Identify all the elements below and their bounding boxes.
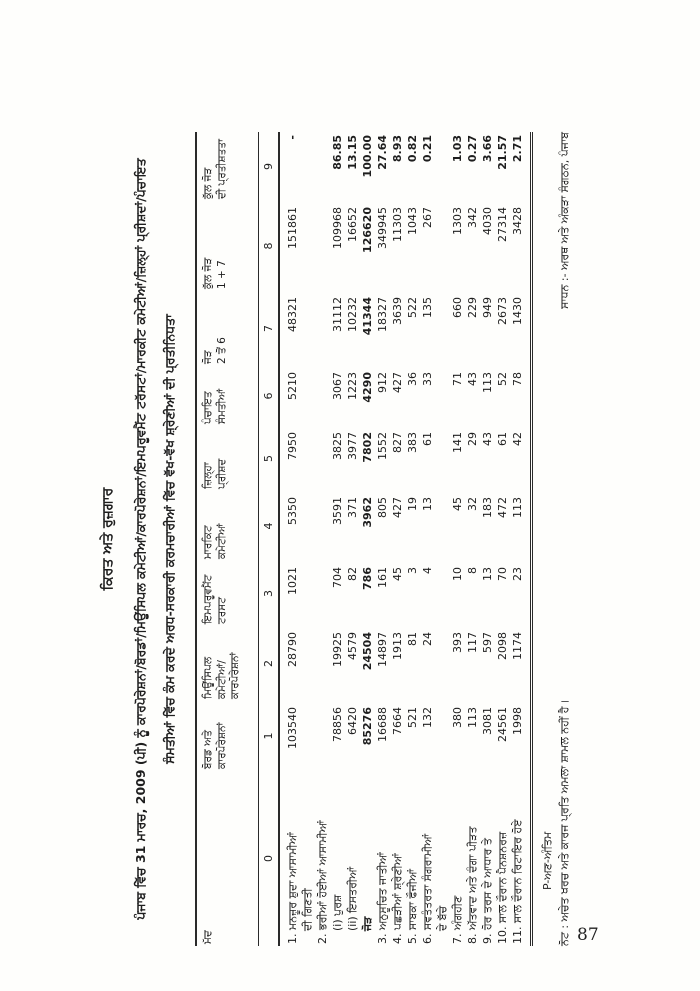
row-label: (ii) ਇਸਤਰੀਆਂ xyxy=(346,866,359,931)
cell: 380 xyxy=(451,707,464,728)
row-label: 7. ਅੰਗਹੀਣ xyxy=(451,895,464,944)
col-header-8: ਕੁੱਲ ਜੋੜ 1 + 7 xyxy=(196,201,259,291)
footnote-row xyxy=(557,132,572,946)
footnote-provisional: P-ਅਣ-ਅੰਤਿਮ xyxy=(541,831,554,890)
cell: 3081 xyxy=(481,707,494,735)
footnote-note: ਨੋਟ : ਅਚੇਤ ਖਰਚ ਅਤੇ ਕਾਰਜ ਪ੍ਰਤਿ ਅਮਲਾ ਸ਼ਾਮਲ ਨਹੀਂ ਹੈ। xyxy=(558,699,571,946)
cell xyxy=(315,491,330,561)
cell: 7664 xyxy=(391,707,404,735)
table-row xyxy=(465,132,480,946)
cell: 5210 xyxy=(286,372,299,400)
table-row xyxy=(420,132,450,946)
cell: 78856 xyxy=(331,707,344,742)
cell: 23 xyxy=(511,567,524,581)
cell xyxy=(315,561,330,626)
cell: 704 xyxy=(331,567,344,588)
cell: 61 xyxy=(421,432,434,446)
cell: 48321 xyxy=(286,297,299,332)
header-labels-row xyxy=(196,132,259,946)
cell xyxy=(315,366,330,426)
cell xyxy=(315,626,330,701)
table-title xyxy=(126,132,184,946)
cell: 29 xyxy=(466,432,479,446)
cell: 7802 xyxy=(361,432,374,463)
cell: 349945 xyxy=(376,207,389,249)
col-number-7: 7 xyxy=(259,291,280,366)
cell: 1552 xyxy=(376,432,389,460)
cell: 267 xyxy=(421,207,434,228)
cell: 21.57 xyxy=(496,135,509,170)
cell: 151861 xyxy=(286,207,299,249)
cell xyxy=(315,132,330,201)
cell: 3067 xyxy=(331,372,344,400)
row-label: 5. ਸਾਬਕਾ ਫੌਜੀਆਂ xyxy=(406,868,419,944)
col-header-6: ਪੰਚਾਇਤ ਸੰਮਤੀਆਂ xyxy=(196,366,259,426)
cell: 13.15 xyxy=(346,135,359,170)
cell: 11303 xyxy=(391,207,404,242)
cell: 2098 xyxy=(496,632,509,660)
source-note: ਸਾਧਨ :- ਅਰਥ ਅਤੇ ਅੰਕੜਾ ਸੰਗਠਨ, ਪੰਜਾਬ xyxy=(558,132,571,309)
cell: 2673 xyxy=(496,297,509,325)
cell: 5350 xyxy=(286,497,299,525)
cell: 10 xyxy=(451,567,464,581)
cell: 43 xyxy=(481,432,494,446)
cell: 81 xyxy=(406,632,419,646)
cell: 1430 xyxy=(511,297,524,325)
cell: 4579 xyxy=(346,632,359,660)
cell: 161 xyxy=(376,567,389,588)
table-row xyxy=(375,132,390,946)
cell: 393 xyxy=(451,632,464,653)
row-label: 8. ਅੱਤਵਾਦ ਅਤੇ ਦੰਗਾ ਪੀੜਤ xyxy=(466,826,479,944)
cell: 16688 xyxy=(376,707,389,742)
cell: 32 xyxy=(466,497,479,511)
cell: 8.93 xyxy=(391,135,404,163)
col-header-3: ਇਮਪਰੂਵਮੈਂਟ ਟਰਸਟ xyxy=(196,561,259,626)
table-row xyxy=(495,132,510,946)
cell: 183 xyxy=(481,497,494,518)
cell: 100.00 xyxy=(361,135,374,178)
cell: 949 xyxy=(481,297,494,318)
cell: 1913 xyxy=(391,632,404,660)
row-label: 3. ਅਨੁਸੂਚਿਤ ਜਾਤੀਆਂ xyxy=(376,852,389,944)
cell xyxy=(315,201,330,291)
cell: 522 xyxy=(406,297,419,318)
table-row xyxy=(360,132,375,946)
cell: 1021 xyxy=(286,567,299,595)
cell: 24561 xyxy=(496,707,509,742)
cell: 8 xyxy=(466,567,479,574)
cell: 912 xyxy=(376,372,389,393)
cell: 109968 xyxy=(331,207,344,249)
cell: 521 xyxy=(406,707,419,728)
cell: 113 xyxy=(481,372,494,393)
stats-table xyxy=(195,132,533,946)
cell: 33 xyxy=(421,372,434,386)
row-label: 1. ਮਨਜ਼ੂਰ ਸ਼ੁਦਾ ਆਸਾਮੀਆਂ ਦੀ ਗਿਣਤੀ xyxy=(286,832,314,944)
cell: 117 xyxy=(466,632,479,653)
row-label: 9. ਹੋਰ ਤਰਸ ਦੇ ਆਧਾਰ ਤੇ xyxy=(481,838,494,944)
cell: 472 xyxy=(496,497,509,518)
cell: 3825 xyxy=(331,432,344,460)
cell: - xyxy=(286,135,299,140)
row-label: 10. ਸਾਲ ਦੌਰਾਨ ਪੈਨਸ਼ਨਰਜ਼ xyxy=(496,831,509,944)
cell: 3977 xyxy=(346,432,359,460)
cell: 13 xyxy=(421,497,434,511)
row-label: (i) ਪੁਰਸ਼ xyxy=(331,894,344,931)
table-row xyxy=(480,132,495,946)
cell: 4290 xyxy=(361,372,374,403)
cell: 805 xyxy=(376,497,389,518)
cell: 27314 xyxy=(496,207,509,242)
col-header-9: ਕੁੱਲ ਜੋੜ ਦੀ ਪ੍ਰਤੀਸ਼ਤਤਾ xyxy=(196,132,259,201)
cell: 28790 xyxy=(286,632,299,667)
cell: 71 xyxy=(451,372,464,386)
table-row xyxy=(315,132,330,946)
rotated-content xyxy=(96,132,571,946)
col-number-9: 9 xyxy=(259,132,280,201)
col-number-8: 8 xyxy=(259,201,280,291)
cell: 61 xyxy=(496,432,509,446)
cell: 3428 xyxy=(511,207,524,235)
cell: 18327 xyxy=(376,297,389,332)
cell: 19 xyxy=(406,497,419,511)
cell: 132 xyxy=(421,707,434,728)
cell: 383 xyxy=(406,432,419,453)
col-number-3: 3 xyxy=(259,561,280,626)
cell: 36 xyxy=(406,372,419,386)
cell: 27.64 xyxy=(376,135,389,170)
cell: 3.66 xyxy=(481,135,494,163)
cell: 13 xyxy=(481,567,494,581)
col-header-4: ਮਾਰਕਿਟ ਕਮੇਟੀਆਂ xyxy=(196,491,259,561)
cell: 660 xyxy=(451,297,464,318)
cell: 86.85 xyxy=(331,135,344,170)
table-row xyxy=(510,132,532,946)
table-row xyxy=(405,132,420,946)
table-title-line1: ਪੰਜਾਬ ਵਿੱਚ 31 ਮਾਰਚ, 2009 (ਪੀ) ਨੂੰ ਕਾਰਪੋਰੇਸ਼ਨਾਂ/ਬੋਰਡਾਂ/ਮਿਊਂਸਿਪਲ ਕਮੇਟੀਆਂ/ਕਾਰਪੋਰੇਸ਼ਨਾਂ/ਇਮਪਰੂਵਮੈਂਟ ਟਰੱਸਟਾਂ/ਮਾਰਕੀਟ ਕਮੇਟੀਆਂ/ਜ਼ਿਲ੍ਹਾਂ ਪ੍ਰੀਸ਼ਦਾਂ/ਪੰਚਾਇਤ xyxy=(133,158,148,920)
cell: 0.27 xyxy=(466,135,479,163)
cell: 0.82 xyxy=(406,135,419,163)
cell: 52 xyxy=(496,372,509,386)
cell: 42 xyxy=(511,432,524,446)
cell xyxy=(315,291,330,366)
cell: 3962 xyxy=(361,497,374,528)
cell: 6420 xyxy=(346,707,359,735)
cell: 427 xyxy=(391,372,404,393)
col-header-1: ਬੋਰਡ ਅਤੇ ਕਾਰਪੋਰੇਸ਼ਨਾਂ xyxy=(196,701,259,771)
cell: 70 xyxy=(496,567,509,581)
section-heading: ਕਿਰਤ ਅਤੇ ਰੁਜ਼ਗਾਰ xyxy=(100,487,116,591)
col-header-2: ਮਿਊਂਸਿਪਲ ਕਮੇਟੀਆਂ/ ਕਾਰਪੋਰੇਸ਼ਨਾਂ xyxy=(196,626,259,701)
col-header-0: ਮੱਦ xyxy=(196,771,259,946)
row-label: 2. ਭਰੀਆਂ ਹੋਈਆਂ ਆਸਾਮੀਆਂ xyxy=(316,820,329,944)
cell: 14897 xyxy=(376,632,389,667)
header-numbers-row xyxy=(259,132,280,946)
cell: 24504 xyxy=(361,632,374,671)
page-number: 87 xyxy=(577,925,599,945)
table-title-line2: ਸੰਮਤੀਆਂ ਵਿੱਚ ਕੰਮ ਕਰਦੇ ਅਰਧ-ਸਰਕਾਰੀ ਕਰਮਚਾਰੀਆਂ ਵਿੱਚ ਵੱਖ-ਵੱਖ ਸ਼੍ਰੇਣੀਆਂ ਦੀ ਪ੍ਰਤੀਨਿਧਤਾ xyxy=(162,314,177,764)
cell: 1303 xyxy=(451,207,464,235)
cell: 43 xyxy=(466,372,479,386)
table-row xyxy=(345,132,360,946)
col-number-5: 5 xyxy=(259,426,280,491)
cell: 597 xyxy=(481,632,494,653)
cell: 427 xyxy=(391,497,404,518)
cell: 229 xyxy=(466,297,479,318)
cell: 7950 xyxy=(286,432,299,460)
cell: 371 xyxy=(346,497,359,518)
cell: 141 xyxy=(451,432,464,453)
cell: 1174 xyxy=(511,632,524,660)
cell xyxy=(315,701,330,771)
row-label: 11. ਸਾਲ ਦੌਰਾਨ ਰਿਟਾਇਰ ਹੋਏ xyxy=(511,819,524,944)
col-header-5: ਜ਼ਿਲ੍ਹਾ ਪ੍ਰੀਸ਼ਦ xyxy=(196,426,259,491)
cell: 4030 xyxy=(481,207,494,235)
cell: 103540 xyxy=(286,707,299,749)
table-row xyxy=(390,132,405,946)
cell: 342 xyxy=(466,207,479,228)
cell: 1223 xyxy=(346,372,359,400)
cell: 16652 xyxy=(346,207,359,242)
cell: 85276 xyxy=(361,707,374,746)
cell: 1.03 xyxy=(451,135,464,163)
cell: 24 xyxy=(421,632,434,646)
cell: 45 xyxy=(451,497,464,511)
cell: 3639 xyxy=(391,297,404,325)
cell: 4 xyxy=(421,567,434,574)
row-label: 4. ਪਛੜੀਆਂ ਸ਼੍ਰੇਣੀਆਂ xyxy=(391,853,404,944)
col-number-0: 0 xyxy=(259,771,280,946)
table-row xyxy=(279,132,315,946)
cell xyxy=(315,426,330,491)
cell: 135 xyxy=(421,297,434,318)
cell: 0.21 xyxy=(421,135,434,163)
col-number-6: 6 xyxy=(259,366,280,426)
col-header-7: ਜੋੜ 2 ਤੋਂ 6 xyxy=(196,291,259,366)
table-row xyxy=(450,132,465,946)
cell: 786 xyxy=(361,567,374,590)
cell: 2.71 xyxy=(511,135,524,163)
cell: 126620 xyxy=(361,207,374,253)
table-row xyxy=(330,132,345,946)
cell: 113 xyxy=(466,707,479,728)
cell: 827 xyxy=(391,432,404,453)
row-label: 6. ਸਵਤੰਤਰਤਾ ਸੰਗਰਾਮੀਆਂ ਦੇ ਬੱਚੇ xyxy=(421,833,449,944)
col-number-4: 4 xyxy=(259,491,280,561)
cell: 19925 xyxy=(331,632,344,667)
cell: 82 xyxy=(346,567,359,581)
cell: 41344 xyxy=(361,297,374,336)
col-number-2: 2 xyxy=(259,626,280,701)
cell: 31112 xyxy=(331,297,344,332)
cell: 1043 xyxy=(406,207,419,235)
cell: 10232 xyxy=(346,297,359,332)
table-body xyxy=(279,132,532,946)
cell: 78 xyxy=(511,372,524,386)
cell: 3591 xyxy=(331,497,344,525)
cell: 3 xyxy=(406,567,419,574)
cell: 45 xyxy=(391,567,404,581)
cell: 1998 xyxy=(511,707,524,735)
cell: 113 xyxy=(511,497,524,518)
row-label: ਜੋੜ xyxy=(361,916,374,931)
col-number-1: 1 xyxy=(259,701,280,771)
